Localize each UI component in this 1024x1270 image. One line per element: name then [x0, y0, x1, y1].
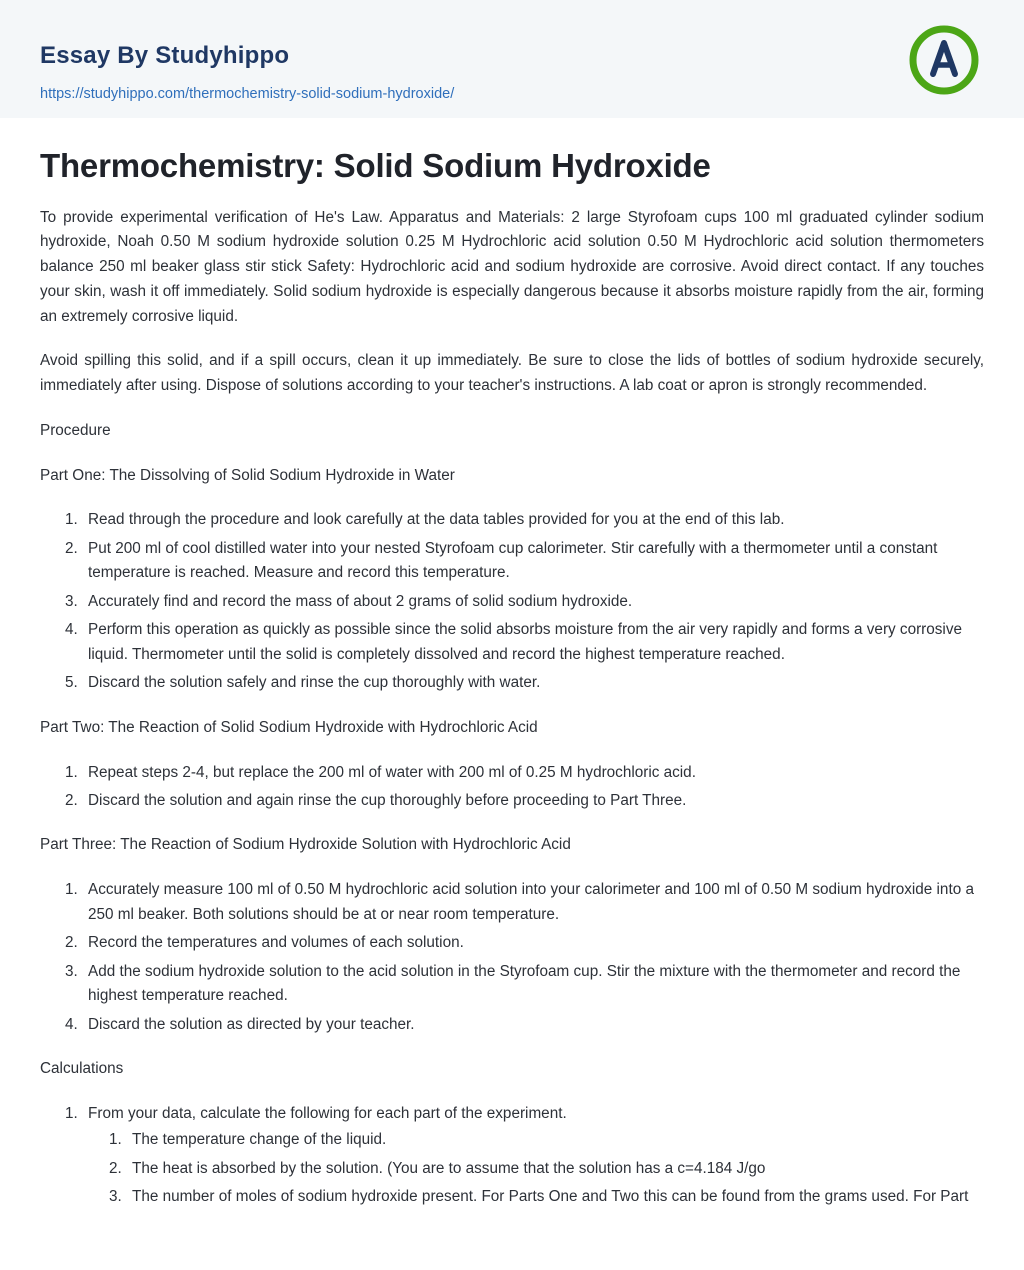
calculations-step-text: From your data, calculate the following for each part of the experiment.	[88, 1104, 567, 1122]
document-content	[0, 118, 1024, 1270]
list-item: 2. The heat is absorbed by the solution. (You are to assume that the solution has a c=4.184 J/go	[126, 1157, 984, 1181]
part-one-heading: Part One: The Dissolving of Solid Sodium Hydroxide in Water	[40, 466, 455, 484]
calculations-sublist	[88, 1128, 984, 1209]
list-item: 4. Perform this operation as quickly as possible since the solid absorbs moisture from the air very rapidly and forms a very corrosive liquid. Thermometer until the solid is completely dissolved and record the highest temperature reached.	[82, 618, 984, 667]
source-url-link[interactable]: https://studyhippo.com/thermochemistry-solid-sodium-hydroxide/	[40, 86, 455, 102]
intro-paragraph: To provide experimental verification of He's Law. Apparatus and Materials: 2 large Styrofoam cups 100 ml graduated cylinder sodium hydroxide, Noah 0.50 M sodium hydroxide solution 0.25 M Hydrochloric acid solution 0.50 M Hydrochloric acid solution thermometers balance 250 ml beaker glass stir stick Safety: Hydrochloric acid and sodium hydroxide are corrosive. Avoid direct contact. If any touches your skin, wash it off immediately. Solid sodium hydroxide is especially dangerous because it absorbs moisture rapidly from the air, forming an extremely corrosive liquid.	[40, 208, 984, 325]
list-item: 3. The number of moles of sodium hydroxide present. For Parts One and Two this can be found from the grams used. For Part	[126, 1185, 984, 1209]
part-two-heading: Part Two: The Reaction of Solid Sodium Hydroxide with Hydrochloric Acid	[40, 718, 538, 736]
page-title: Thermochemistry: Solid Sodium Hydroxide	[40, 147, 711, 184]
procedure-heading: Procedure	[40, 421, 111, 439]
list-item: 4. Discard the solution as directed by your teacher.	[82, 1013, 984, 1037]
list-item: 1. The temperature change of the liquid.	[126, 1128, 984, 1152]
list-item: 5. Discard the solution safely and rinse the cup thoroughly with water.	[82, 671, 984, 695]
second-paragraph: Avoid spilling this solid, and if a spill occurs, clean it up immediately. Be sure to close the lids of bottles of sodium hydroxide securely, immediately after using. Dispose of solutions according to your teacher's instructions. A lab coat or apron is strongly recommended.	[40, 352, 984, 395]
page-header	[0, 0, 1024, 118]
list-item	[82, 1102, 984, 1210]
part-two-step-list	[40, 761, 984, 814]
part-three-heading: Part Three: The Reaction of Sodium Hydroxide Solution with Hydrochloric Acid	[40, 836, 571, 854]
list-item: 1. Accurately measure 100 ml of 0.50 M hydrochloric acid solution into your calorimeter and 100 ml of 0.50 M sodium hydroxide into a 250 ml beaker. Both solutions should be at or near room temperature.	[82, 878, 984, 927]
list-item: 3. Add the sodium hydroxide solution to the acid solution in the Styrofoam cup. Stir the mixture with the thermometer and record the highest temperature reached.	[82, 960, 984, 1009]
list-item: 1. Read through the procedure and look carefully at the data tables provided for you at the end of this lab.	[82, 508, 984, 532]
list-item: 2. Record the temperatures and volumes of each solution.	[82, 931, 984, 955]
part-three-step-list	[40, 878, 984, 1037]
part-one-step-list	[40, 508, 984, 695]
list-item: 2. Put 200 ml of cool distilled water into your nested Styrofoam cup calorimeter. Stir carefully with a thermometer until a constant temperature is reached. Measure and record this temperature.	[82, 537, 984, 586]
list-item: 2. Discard the solution and again rinse the cup thoroughly before proceeding to Part Three.	[82, 789, 984, 813]
site-brand-title: Essay By Studyhippo	[40, 42, 290, 69]
calculations-heading: Calculations	[40, 1060, 124, 1078]
list-item: 3. Accurately find and record the mass of about 2 grams of solid sodium hydroxide.	[82, 590, 984, 614]
calculations-step-list	[40, 1102, 984, 1210]
studyhippo-a-logo-icon	[908, 24, 980, 96]
list-item: 1. Repeat steps 2-4, but replace the 200 ml of water with 200 ml of 0.25 M hydrochloric acid.	[82, 761, 984, 785]
